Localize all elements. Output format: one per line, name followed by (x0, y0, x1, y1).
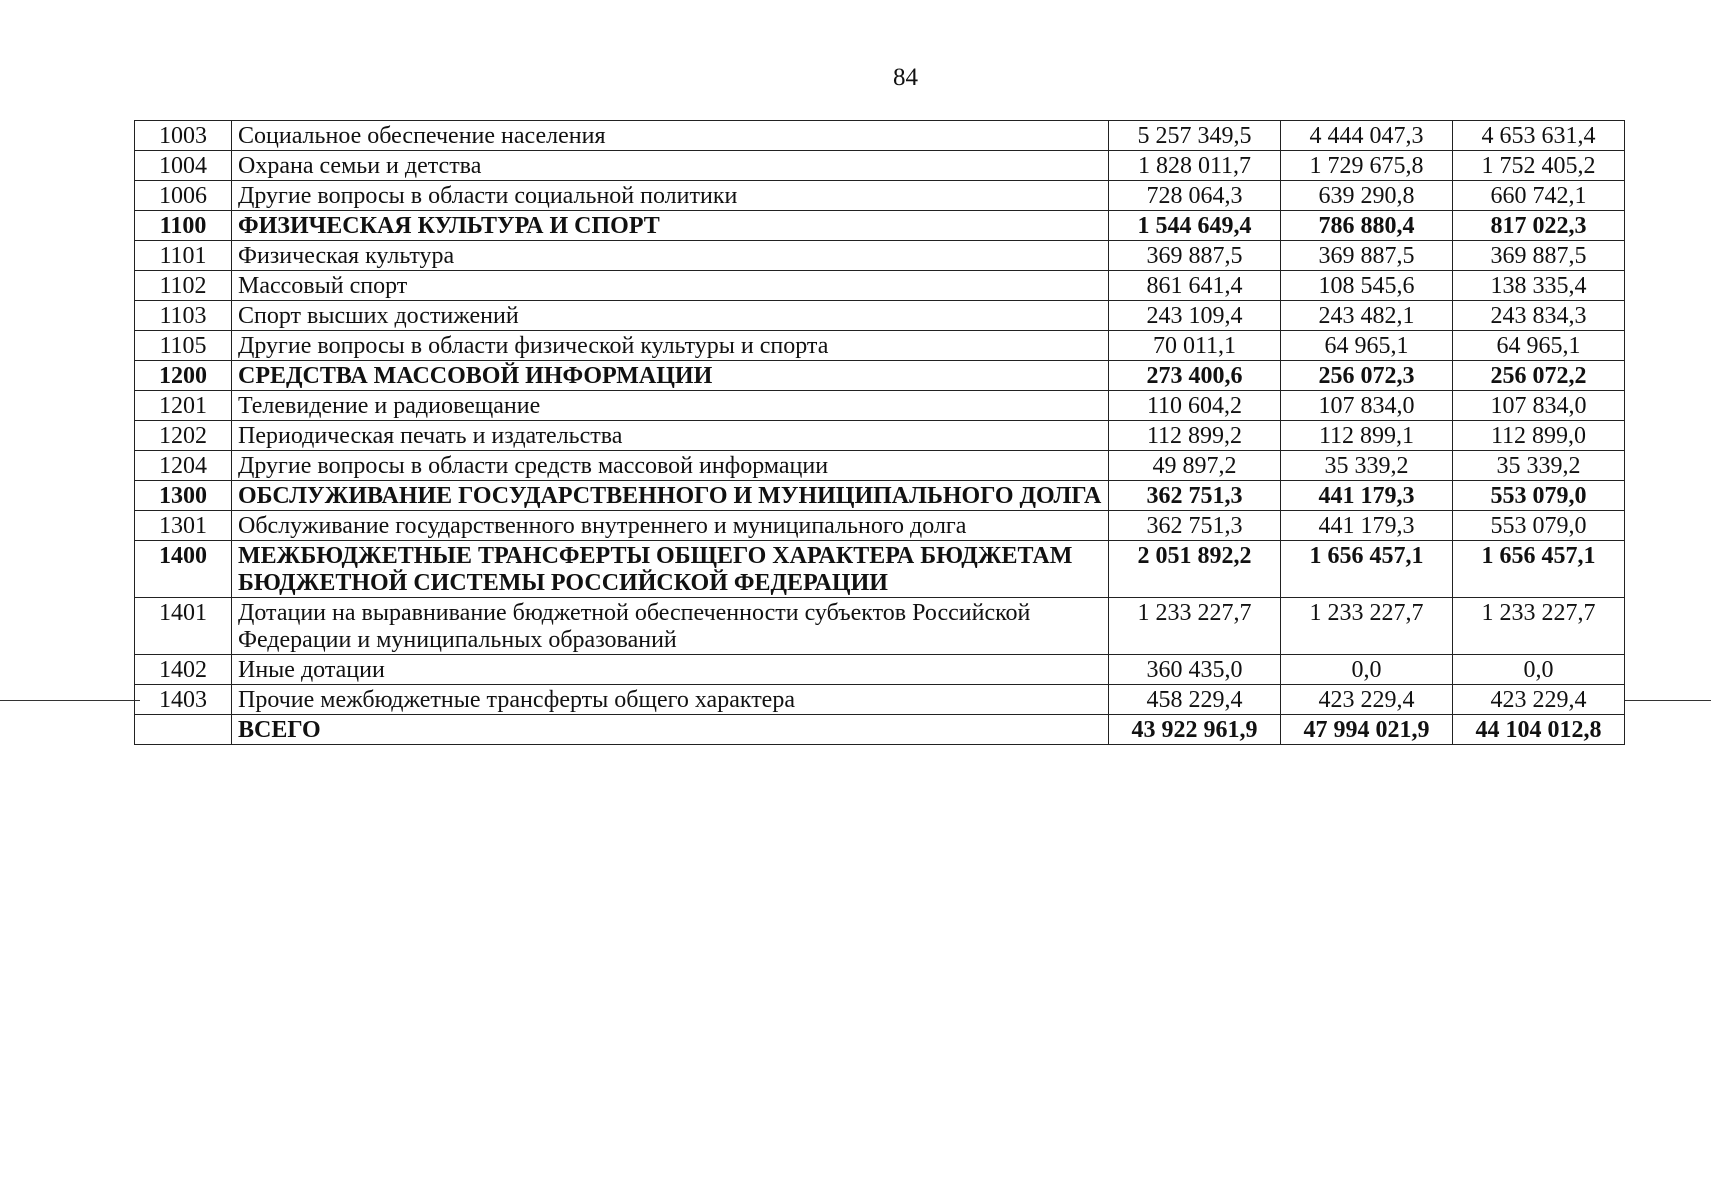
row-name: Периодическая печать и издательства (232, 421, 1109, 451)
table-row (135, 121, 1625, 151)
row-code: 1300 (135, 481, 232, 511)
row-value-2: 1 233 227,7 (1281, 598, 1453, 655)
row-code: 1402 (135, 655, 232, 685)
scan-line-left (0, 700, 140, 701)
row-name: ВСЕГО (232, 715, 1109, 745)
row-name: Телевидение и радиовещание (232, 391, 1109, 421)
table-row (135, 151, 1625, 181)
row-value-3: 112 899,0 (1453, 421, 1625, 451)
row-value-2: 107 834,0 (1281, 391, 1453, 421)
row-value-2: 441 179,3 (1281, 511, 1453, 541)
scan-line-right (1625, 700, 1711, 701)
row-value-1: 273 400,6 (1109, 361, 1281, 391)
row-value-2: 243 482,1 (1281, 301, 1453, 331)
row-code: 1403 (135, 685, 232, 715)
table-row (135, 541, 1625, 598)
row-code: 1301 (135, 511, 232, 541)
row-value-1: 1 544 649,4 (1109, 211, 1281, 241)
row-code: 1201 (135, 391, 232, 421)
row-value-3: 138 335,4 (1453, 271, 1625, 301)
row-code: 1003 (135, 121, 232, 151)
row-name: Физическая культура (232, 241, 1109, 271)
page-number: 84 (893, 64, 918, 91)
budget-table (134, 120, 1625, 745)
row-name: Другие вопросы в области физической культуры и спорта (232, 331, 1109, 361)
row-name: Массовый спорт (232, 271, 1109, 301)
table-row (135, 331, 1625, 361)
row-name: Другие вопросы в области социальной политики (232, 181, 1109, 211)
row-name: Другие вопросы в области средств массовой информации (232, 451, 1109, 481)
table-row (135, 481, 1625, 511)
row-value-1: 458 229,4 (1109, 685, 1281, 715)
table-row (135, 241, 1625, 271)
row-value-3: 369 887,5 (1453, 241, 1625, 271)
row-code: 1100 (135, 211, 232, 241)
row-name: Охрана семьи и детства (232, 151, 1109, 181)
row-name: Спорт высших достижений (232, 301, 1109, 331)
row-value-2: 786 880,4 (1281, 211, 1453, 241)
row-value-3: 1 752 405,2 (1453, 151, 1625, 181)
table-row (135, 685, 1625, 715)
table-row (135, 181, 1625, 211)
table-row (135, 715, 1625, 745)
budget-table-body (135, 121, 1625, 745)
row-name: Дотации на выравнивание бюджетной обеспеченности субъектов Российской Федерации и муниципальных образований (232, 598, 1109, 655)
row-value-1: 2 051 892,2 (1109, 541, 1281, 598)
row-value-1: 243 109,4 (1109, 301, 1281, 331)
row-value-1: 1 233 227,7 (1109, 598, 1281, 655)
row-value-3: 4 653 631,4 (1453, 121, 1625, 151)
row-value-3: 553 079,0 (1453, 481, 1625, 511)
row-name: СРЕДСТВА МАССОВОЙ ИНФОРМАЦИИ (232, 361, 1109, 391)
row-value-1: 728 064,3 (1109, 181, 1281, 211)
row-code: 1006 (135, 181, 232, 211)
row-code: 1004 (135, 151, 232, 181)
row-name: Иные дотации (232, 655, 1109, 685)
row-value-2: 108 545,6 (1281, 271, 1453, 301)
row-value-2: 35 339,2 (1281, 451, 1453, 481)
row-code: 1202 (135, 421, 232, 451)
table-row (135, 271, 1625, 301)
row-value-1: 43 922 961,9 (1109, 715, 1281, 745)
row-value-3: 1 233 227,7 (1453, 598, 1625, 655)
row-value-1: 369 887,5 (1109, 241, 1281, 271)
row-value-1: 112 899,2 (1109, 421, 1281, 451)
row-value-2: 423 229,4 (1281, 685, 1453, 715)
row-name: МЕЖБЮДЖЕТНЫЕ ТРАНСФЕРТЫ ОБЩЕГО ХАРАКТЕРА БЮДЖЕТАМ БЮДЖЕТНОЙ СИСТЕМЫ РОССИЙСКОЙ ФЕДЕРАЦИИ (232, 541, 1109, 598)
row-value-2: 369 887,5 (1281, 241, 1453, 271)
row-code: 1101 (135, 241, 232, 271)
row-code: 1204 (135, 451, 232, 481)
row-value-3: 0,0 (1453, 655, 1625, 685)
row-value-1: 362 751,3 (1109, 481, 1281, 511)
row-value-3: 423 229,4 (1453, 685, 1625, 715)
table-row (135, 598, 1625, 655)
row-value-3: 256 072,2 (1453, 361, 1625, 391)
table-row (135, 511, 1625, 541)
table-row (135, 655, 1625, 685)
row-value-3: 44 104 012,8 (1453, 715, 1625, 745)
row-code: 1200 (135, 361, 232, 391)
table-row (135, 301, 1625, 331)
row-code: 1103 (135, 301, 232, 331)
row-value-1: 5 257 349,5 (1109, 121, 1281, 151)
row-name: ФИЗИЧЕСКАЯ КУЛЬТУРА И СПОРТ (232, 211, 1109, 241)
table-row (135, 451, 1625, 481)
row-value-3: 35 339,2 (1453, 451, 1625, 481)
row-code: 1105 (135, 331, 232, 361)
row-code (135, 715, 232, 745)
row-value-2: 1 729 675,8 (1281, 151, 1453, 181)
row-value-3: 64 965,1 (1453, 331, 1625, 361)
row-value-1: 1 828 011,7 (1109, 151, 1281, 181)
row-value-2: 47 994 021,9 (1281, 715, 1453, 745)
row-value-3: 553 079,0 (1453, 511, 1625, 541)
row-value-3: 1 656 457,1 (1453, 541, 1625, 598)
row-value-2: 441 179,3 (1281, 481, 1453, 511)
row-value-2: 256 072,3 (1281, 361, 1453, 391)
row-value-2: 1 656 457,1 (1281, 541, 1453, 598)
table-row (135, 211, 1625, 241)
table-row (135, 391, 1625, 421)
table-row (135, 421, 1625, 451)
row-value-3: 107 834,0 (1453, 391, 1625, 421)
row-value-2: 0,0 (1281, 655, 1453, 685)
row-value-3: 243 834,3 (1453, 301, 1625, 331)
row-value-1: 70 011,1 (1109, 331, 1281, 361)
row-name: Прочие межбюджетные трансферты общего характера (232, 685, 1109, 715)
row-value-2: 64 965,1 (1281, 331, 1453, 361)
row-name: ОБСЛУЖИВАНИЕ ГОСУДАРСТВЕННОГО И МУНИЦИПАЛЬНОГО ДОЛГА (232, 481, 1109, 511)
row-value-1: 49 897,2 (1109, 451, 1281, 481)
row-value-2: 639 290,8 (1281, 181, 1453, 211)
row-value-2: 4 444 047,3 (1281, 121, 1453, 151)
row-value-1: 861 641,4 (1109, 271, 1281, 301)
table-row (135, 361, 1625, 391)
row-value-3: 817 022,3 (1453, 211, 1625, 241)
row-value-1: 110 604,2 (1109, 391, 1281, 421)
row-code: 1102 (135, 271, 232, 301)
row-value-2: 112 899,1 (1281, 421, 1453, 451)
row-code: 1401 (135, 598, 232, 655)
row-name: Социальное обеспечение населения (232, 121, 1109, 151)
row-value-3: 660 742,1 (1453, 181, 1625, 211)
row-value-1: 360 435,0 (1109, 655, 1281, 685)
row-value-1: 362 751,3 (1109, 511, 1281, 541)
row-name: Обслуживание государственного внутреннего и муниципального долга (232, 511, 1109, 541)
row-code: 1400 (135, 541, 232, 598)
